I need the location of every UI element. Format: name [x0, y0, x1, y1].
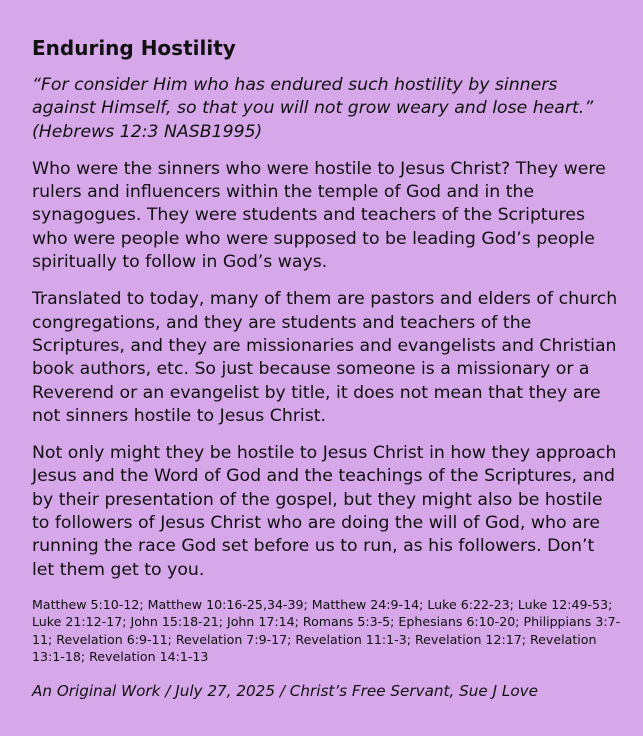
paragraph-1: Who were the sinners who were hostile to Jesus Christ? They were rulers and influencers within the temple of God and in the synagogues. They were students and teachers of the Scriptures who were people who were supposed to be leading God’s people spiritually to follow in God’s ways.	[32, 158, 606, 273]
paragraph-2: Translated to today, many of them are pastors and elders of church congregations, and they are students and teachers of the Scriptures, and they are missionaries and evangelists and Christian book authors, etc. So just because someone is a missionary or a Reverend or an evangelist by title, it does not mean that they are not sinners hostile to Jesus Christ.	[32, 289, 618, 426]
scripture-quote: “For consider Him who has endured such hostility by sinners against Himself, so that you will not grow weary and lose heart.” (Hebrews 12:3 NASB1995)	[32, 75, 594, 142]
paragraph-3: Not only might they be hostile to Jesus Christ in how they approach Jesus and the Word of God and the teachings of the Scriptures, and by their presentation of the gospel, but they might also be hostile to followers of Jesus Christ who are doing the will of God, who are running the race God set before us to run, as his followers. Don’t let them get to you.	[32, 443, 617, 580]
page-title: Enduring Hostility	[32, 36, 236, 60]
scripture-references: Matthew 5:10-12; Matthew 10:16-25,34-39; Matthew 24:9-14; Luke 6:22-23; Luke 12:49-53; Luke 21:12-17; John 15:18-21; John 17:14; Romans 5:3-5; Ephesians 6:10-20; Philippians 3:7-11; Revelation 6:9-11; Revelation 7:9-17; Revelation 11:1-3; Revelation 12:17; Revelation 13:1-18; Revelation 14:1-13	[32, 596, 621, 664]
author-signature: An Original Work / July 27, 2025 / Christ’s Free Servant, Sue J Love	[32, 682, 538, 701]
